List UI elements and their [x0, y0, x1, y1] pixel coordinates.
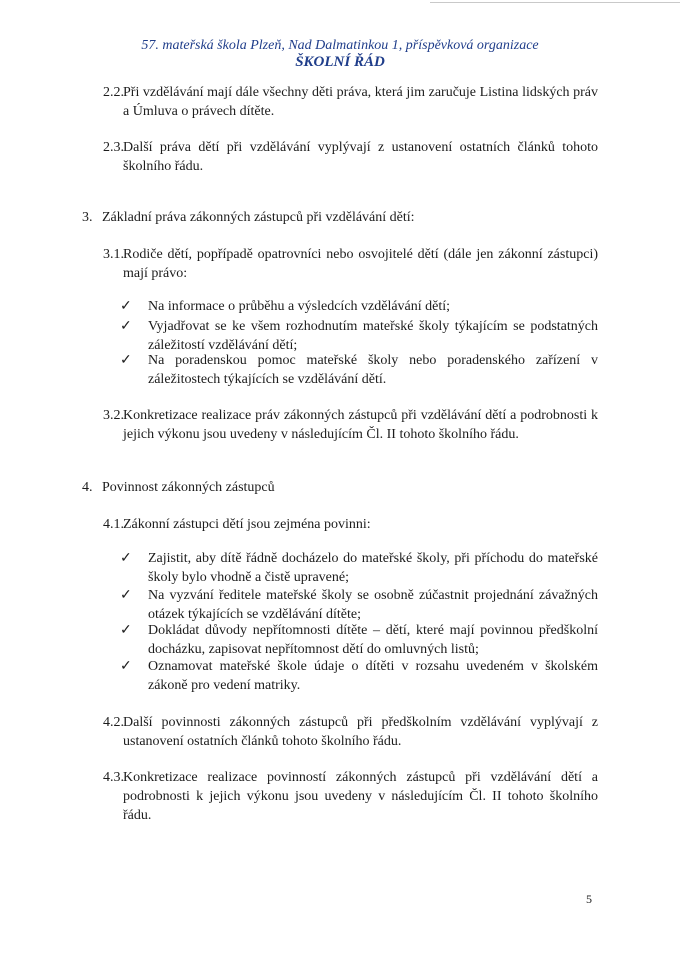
- list-item-text: Dokládat důvody nepřítomnosti dítěte – dětí, které mají povinnou předškolní docházku, zapisovat nepřítomnost dětí do omluvných listů;: [148, 623, 598, 657]
- top-rule: [430, 2, 680, 3]
- list-item-text: Na poradenskou pomoc mateřské školy nebo poradenského zařízení v záležitostech týkajících se vzdělávání dětí.: [148, 353, 598, 387]
- section-text: Konkretizace realizace práv zákonných zástupců při vzdělávání dětí a podrobnosti k jejich výkonu jsou uvedeny v následujícím Čl. II tohoto školního řádu.: [123, 408, 598, 442]
- section-text: Zákonní zástupci dětí jsou zejména povinni:: [123, 517, 371, 532]
- list-item-text: Na vyzvání ředitele mateřské školy se osobně zúčastnit projednání závažných otázek týkajících se vzdělávání dítěte;: [148, 588, 598, 622]
- section-text: Při vzdělávání mají dále všechny děti práva, která jim zaručuje Listina lidských práv a Úmluva o právech dítěte.: [123, 85, 598, 119]
- section-number: 3.1.: [103, 247, 124, 262]
- check-icon: ✓: [120, 623, 132, 638]
- section-number: 4.: [82, 480, 93, 495]
- check-icon: ✓: [120, 299, 132, 314]
- check-icon: ✓: [120, 551, 132, 566]
- header-organization: 57. mateřská škola Plzeň, Nad Dalmatinkou 1, příspěvková organizace: [141, 38, 539, 53]
- check-icon: ✓: [120, 353, 132, 368]
- section-number: 4.3.: [103, 770, 124, 785]
- list-item-text: Oznamovat mateřské škole údaje o dítěti v rozsahu uvedeném v školském zákoně pro vedení matriky.: [148, 659, 598, 693]
- section-number: 3.: [82, 210, 93, 225]
- section-heading: Základní práva zákonných zástupců při vzdělávání dětí:: [102, 210, 415, 225]
- section-number: 2.2.: [103, 85, 124, 100]
- section-text: Rodiče dětí, popřípadě opatrovníci nebo osvojitelé dětí (dále jen zákonní zástupci) mají právo:: [123, 247, 598, 281]
- section-heading: Povinnost zákonných zástupců: [102, 480, 275, 495]
- page-number: 5: [586, 892, 592, 906]
- check-icon: ✓: [120, 659, 132, 674]
- section-number: 3.2.: [103, 408, 124, 423]
- check-icon: ✓: [120, 588, 132, 603]
- section-text: Konkretizace realizace povinností zákonných zástupců při vzdělávání dětí a podrobnosti k jejich výkonu jsou uvedeny v následujícím Čl. II tohoto školního řádu.: [123, 770, 598, 823]
- section-text: Další práva dětí při vzdělávání vyplývají z ustanovení ostatních článků tohoto školního řádu.: [123, 140, 598, 174]
- header-document-title: ŠKOLNÍ ŘÁD: [295, 54, 385, 70]
- list-item-text: Zajistit, aby dítě řádně docházelo do mateřské školy, při příchodu do mateřské školy bylo vhodně a čistě upravené;: [148, 551, 598, 585]
- section-number: 2.3.: [103, 140, 124, 155]
- list-item-text: Vyjadřovat se ke všem rozhodnutím mateřské školy týkajícím se podstatných záležitostí vzdělávání dětí;: [148, 319, 598, 353]
- list-item-text: Na informace o průběhu a výsledcích vzdělávání dětí;: [148, 299, 451, 314]
- section-number: 4.2.: [103, 715, 124, 730]
- section-text: Další povinnosti zákonných zástupců při předškolním vzdělávání vyplývají z ustanovení ostatních článků tohoto školního řádu.: [123, 715, 598, 749]
- check-icon: ✓: [120, 319, 132, 334]
- section-number: 4.1.: [103, 517, 124, 532]
